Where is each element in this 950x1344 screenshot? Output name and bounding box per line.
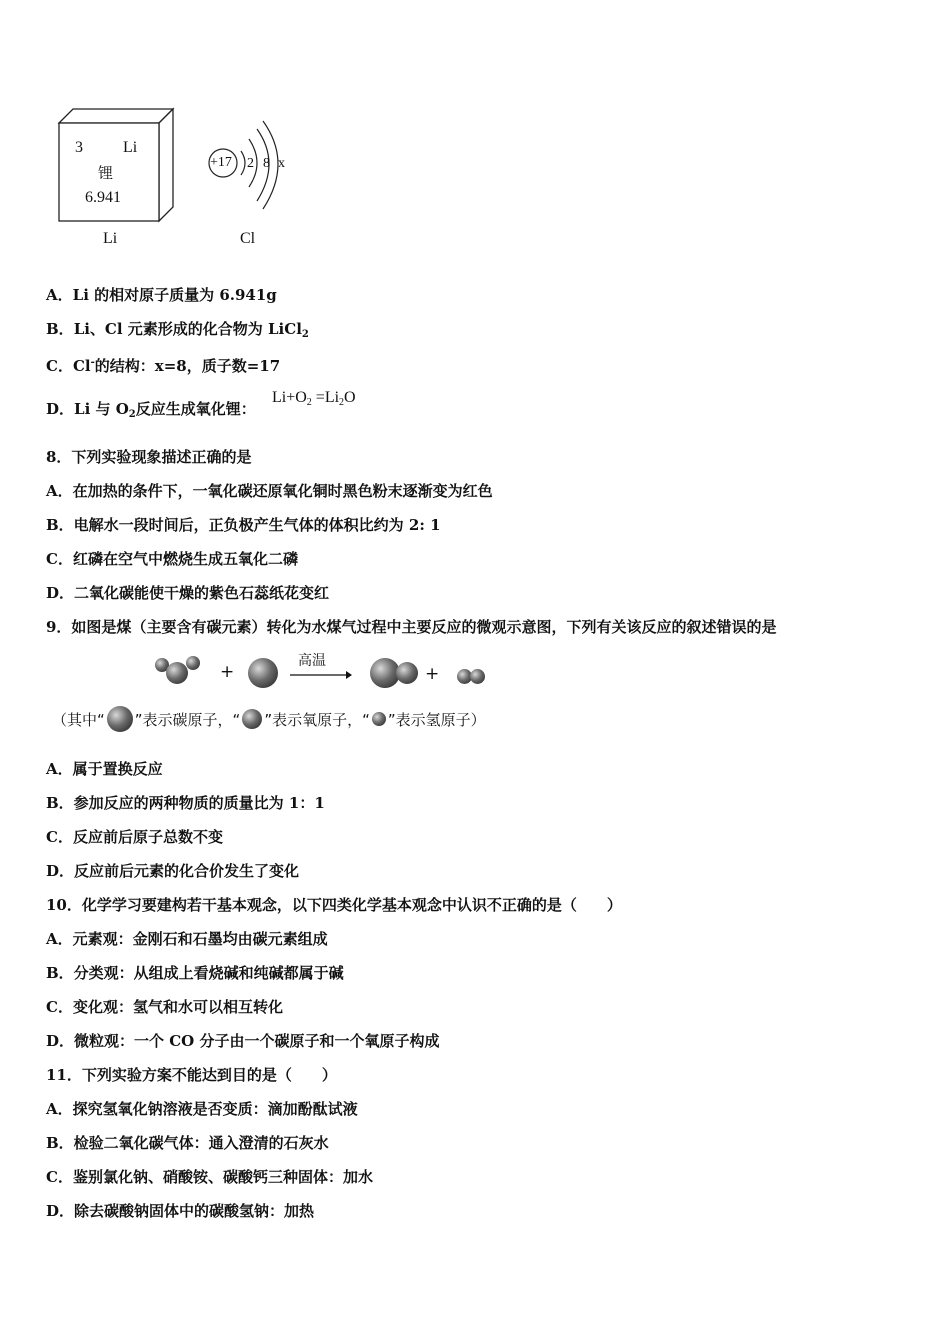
reaction-arrow-icon [290, 669, 352, 681]
q10-option-a: A．元素观：金刚石和石墨均由碳元素组成 [46, 930, 328, 948]
q8-option-b: B．电解水一段时间后，正负极产生气体的体积比约为 2: 1 [46, 516, 441, 534]
li-symbol: Li [123, 139, 138, 156]
li-element-figure [55, 105, 180, 255]
li-atomic-mass: 6.941 [85, 189, 121, 206]
q8-stem: 8．下列实验现象描述正确的是 [46, 448, 252, 466]
q9-option-b: B．参加反应的两种物质的质量比为 1：1 [46, 794, 325, 812]
li-atomic-number: 3 [75, 139, 83, 156]
q9-plus-2: + [425, 664, 440, 684]
co-oxygen-atom [396, 662, 418, 684]
q10-option-b: B．分类观：从组成上看烧碱和纯碱都属于碱 [46, 964, 344, 982]
cl-atom-figure [205, 115, 305, 255]
q9-option-a: A．属于置换反应 [46, 760, 163, 778]
q11-option-c: C．鉴别氯化钠、硝酸铵、碳酸钙三种固体：加水 [46, 1168, 373, 1186]
q7-option-d: D．Li 与 $O_2$反应生成氧化锂： [46, 400, 256, 420]
q9-legend: （其中“ ”表示碳原子，“ ”表示氧原子，“ ”表示氢原子） [52, 706, 486, 732]
legend-oxygen-atom [242, 709, 262, 729]
cl-shell-1: 2 [247, 156, 254, 171]
li-chinese-name: 锂 [98, 164, 114, 182]
q9-plus-1: + [220, 662, 235, 682]
legend-hydrogen-atom [372, 712, 386, 726]
q7-option-c: C．Cl-的结构：x=8，质子数=17 [46, 357, 281, 375]
legend-carbon-atom [107, 706, 133, 732]
q11-stem: 11．下列实验方案不能达到目的是（ ） [46, 1066, 337, 1084]
cl-nucleus-charge: +17 [210, 155, 232, 170]
q10-stem: 10．化学学习要建构若干基本观念，以下四类化学基本观念中认识不正确的是（ ） [46, 896, 622, 914]
h2-hydrogen-atom-right [470, 669, 485, 684]
q9-reaction-diagram [150, 650, 500, 695]
cl-shell-3: x [278, 156, 285, 171]
h2o-oxygen-atom [166, 662, 188, 684]
q9-stem: 9．如图是煤（主要含有碳元素）转化为水煤气过程中主要反应的微观示意图，下列有关该反应的叙述错误的是 [46, 618, 777, 636]
q10-option-c: C．变化观：氢气和水可以相互转化 [46, 998, 283, 1016]
q8-option-d: D．二氧化碳能使干燥的紫色石蕊纸花变红 [46, 584, 330, 602]
q7-option-a: A．Li 的相对原子质量为 6.941g [46, 286, 277, 304]
q9-option-d: D．反应前后元素的化合价发生了变化 [46, 862, 300, 880]
q7-option-b: B．Li、Cl 元素形成的化合物为 LiCl$_2$ [46, 320, 309, 340]
q11-option-d: D．除去碳酸钠固体中的碳酸氢钠：加热 [46, 1202, 315, 1220]
cl-shell-2: 8 [263, 156, 270, 171]
q9-option-c: C．反应前后原子总数不变 [46, 828, 223, 846]
q9-condition-label: 高温 [298, 653, 326, 669]
q8-option-a: A．在加热的条件下，一氧化碳还原氧化铜时黑色粉末逐渐变为红色 [46, 482, 493, 500]
q11-option-a: A．探究氢氧化钠溶液是否变质：滴加酚酞试液 [46, 1100, 358, 1118]
h2o-hydrogen-atom-right [186, 656, 200, 670]
q11-option-b: B．检验二氧化碳气体：通入澄清的石灰水 [46, 1134, 329, 1152]
carbon-atom [248, 658, 278, 688]
li-caption: Li [103, 230, 118, 247]
cl-caption: Cl [240, 230, 256, 247]
q10-option-d: D．微粒观：一个 CO 分子由一个碳原子和一个氧原子构成 [46, 1032, 440, 1050]
q8-option-c: C．红磷在空气中燃烧生成五氧化二磷 [46, 550, 298, 568]
q7-d-equation: $Li+O_2 =Li_2O$ [272, 389, 356, 408]
